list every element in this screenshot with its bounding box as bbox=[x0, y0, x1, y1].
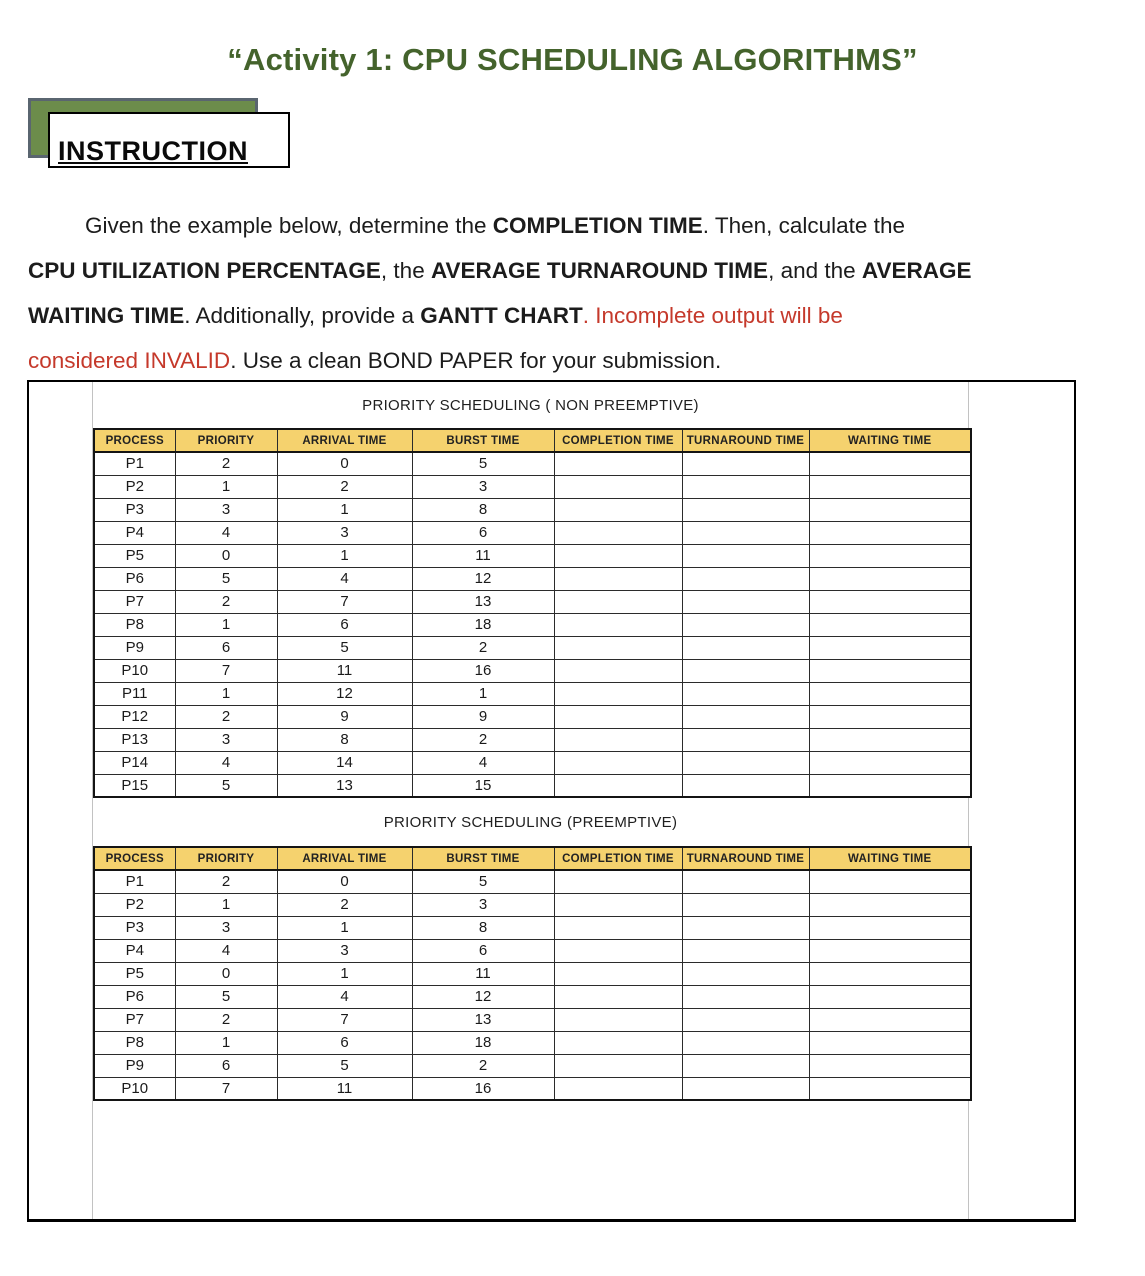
table-cell: P4 bbox=[94, 939, 175, 962]
table-cell bbox=[554, 521, 682, 544]
table-cell: 1 bbox=[277, 962, 412, 985]
table-cell: 11 bbox=[412, 544, 554, 567]
body-text: Given the example below, determine the bbox=[85, 213, 493, 238]
table-cell bbox=[809, 939, 971, 962]
paragraph-line bbox=[28, 203, 1128, 248]
table-cell: P7 bbox=[94, 590, 175, 613]
table-cell bbox=[682, 636, 809, 659]
table-cell bbox=[554, 1054, 682, 1077]
table-cell bbox=[809, 452, 971, 475]
table-cell bbox=[809, 728, 971, 751]
table-row bbox=[94, 1008, 971, 1031]
table-cell bbox=[809, 521, 971, 544]
table-cell: 2 bbox=[412, 1054, 554, 1077]
table-cell: P4 bbox=[94, 521, 175, 544]
table-cell: P5 bbox=[94, 544, 175, 567]
table-cell: 7 bbox=[277, 1008, 412, 1031]
table-cell: P2 bbox=[94, 475, 175, 498]
table-row bbox=[94, 682, 971, 705]
table-cell: P10 bbox=[94, 659, 175, 682]
table-cell: 0 bbox=[175, 544, 277, 567]
table-cell bbox=[682, 1077, 809, 1100]
table-row bbox=[94, 985, 971, 1008]
table-cell bbox=[682, 751, 809, 774]
column-header: TURNAROUND TIME bbox=[682, 847, 809, 870]
table-row bbox=[94, 939, 971, 962]
table-row bbox=[94, 544, 971, 567]
table-cell: 6 bbox=[412, 521, 554, 544]
table-cell: 13 bbox=[277, 774, 412, 797]
table-cell bbox=[682, 521, 809, 544]
table-cell bbox=[682, 498, 809, 521]
table-row bbox=[94, 452, 971, 475]
table-cell bbox=[554, 962, 682, 985]
table-row bbox=[94, 521, 971, 544]
column-header: PRIORITY bbox=[175, 429, 277, 452]
table-row bbox=[94, 916, 971, 939]
table-cell: 6 bbox=[277, 1031, 412, 1054]
table-cell: 6 bbox=[175, 1054, 277, 1077]
table-cell: P11 bbox=[94, 682, 175, 705]
paragraph-line bbox=[28, 248, 1128, 293]
table-cell bbox=[809, 774, 971, 797]
table-cell bbox=[554, 1008, 682, 1031]
body-text: . Additionally, provide a bbox=[184, 303, 421, 328]
table-cell bbox=[682, 475, 809, 498]
table-cell bbox=[682, 659, 809, 682]
table-cell bbox=[682, 939, 809, 962]
table-row bbox=[94, 728, 971, 751]
table-cell: 2 bbox=[412, 636, 554, 659]
table-cell bbox=[809, 985, 971, 1008]
table-cell bbox=[682, 1008, 809, 1031]
table-header-row bbox=[94, 429, 971, 452]
table-title-band bbox=[93, 382, 968, 428]
table-cell bbox=[554, 728, 682, 751]
body-text: . Then, calculate the bbox=[702, 213, 905, 238]
table-cell bbox=[554, 774, 682, 797]
column-header: TURNAROUND TIME bbox=[682, 429, 809, 452]
table-cell bbox=[809, 498, 971, 521]
table-cell bbox=[809, 1077, 971, 1100]
table-row bbox=[94, 1031, 971, 1054]
table-title-nonpreemptive: PRIORITY SCHEDULING ( NON PREEMPTIVE) bbox=[362, 396, 699, 414]
table-cell bbox=[554, 682, 682, 705]
table-cell: 12 bbox=[277, 682, 412, 705]
column-header: WAITING TIME bbox=[809, 847, 971, 870]
table-cell bbox=[809, 1031, 971, 1054]
table-cell: 18 bbox=[412, 613, 554, 636]
table-cell: 4 bbox=[277, 985, 412, 1008]
table-cell bbox=[682, 1031, 809, 1054]
table-cell: 2 bbox=[277, 475, 412, 498]
worksheet-frame bbox=[27, 380, 1076, 1222]
column-header: PROCESS bbox=[94, 429, 175, 452]
table-cell: 6 bbox=[277, 613, 412, 636]
table-cell bbox=[682, 870, 809, 893]
table-cell: 5 bbox=[412, 452, 554, 475]
table-row bbox=[94, 475, 971, 498]
table-row bbox=[94, 498, 971, 521]
emphasized-text: CPU UTILIZATION PERCENTAGE bbox=[28, 258, 381, 283]
table-cell: 3 bbox=[412, 475, 554, 498]
table-cell: 3 bbox=[175, 498, 277, 521]
table-row bbox=[94, 893, 971, 916]
table-cell bbox=[554, 659, 682, 682]
table-cell: P1 bbox=[94, 452, 175, 475]
table-cell: 5 bbox=[277, 636, 412, 659]
table-cell: 7 bbox=[277, 590, 412, 613]
table-cell: P6 bbox=[94, 567, 175, 590]
column-header: COMPLETION TIME bbox=[554, 847, 682, 870]
table-cell bbox=[554, 751, 682, 774]
table-cell bbox=[809, 705, 971, 728]
warning-text: considered INVALID bbox=[28, 348, 231, 373]
body-text: , and the bbox=[768, 258, 862, 283]
table-cell: 12 bbox=[412, 567, 554, 590]
table-cell bbox=[809, 590, 971, 613]
table-cell: P6 bbox=[94, 985, 175, 1008]
table-cell bbox=[682, 962, 809, 985]
table-row bbox=[94, 1077, 971, 1100]
emphasized-text: WAITING TIME bbox=[28, 303, 185, 328]
table-row bbox=[94, 774, 971, 797]
table-title-preemptive: PRIORITY SCHEDULING (PREEMPTIVE) bbox=[383, 813, 678, 831]
table-cell: P5 bbox=[94, 962, 175, 985]
table-row bbox=[94, 705, 971, 728]
table-row bbox=[94, 751, 971, 774]
table-cell: 12 bbox=[412, 985, 554, 1008]
table-cell bbox=[809, 475, 971, 498]
table-cell bbox=[809, 682, 971, 705]
table-cell: 2 bbox=[175, 590, 277, 613]
table-cell bbox=[554, 916, 682, 939]
table-cell bbox=[554, 590, 682, 613]
table-cell bbox=[554, 475, 682, 498]
table-cell bbox=[554, 498, 682, 521]
table-row bbox=[94, 636, 971, 659]
table-cell bbox=[554, 452, 682, 475]
table-cell: 15 bbox=[412, 774, 554, 797]
paragraph-line bbox=[28, 293, 1128, 338]
table-cell bbox=[682, 544, 809, 567]
table-cell bbox=[682, 728, 809, 751]
table-cell: 14 bbox=[277, 751, 412, 774]
table-cell: 0 bbox=[277, 452, 412, 475]
table-cell bbox=[554, 985, 682, 1008]
table-cell bbox=[809, 916, 971, 939]
table-cell: 8 bbox=[412, 916, 554, 939]
emphasized-text: AVERAGE TURNAROUND TIME bbox=[430, 258, 769, 283]
table-cell: 8 bbox=[412, 498, 554, 521]
table-cell: 11 bbox=[412, 962, 554, 985]
warning-text: . Incomplete output will be bbox=[582, 303, 843, 328]
table-cell: 3 bbox=[277, 521, 412, 544]
table-cell: 11 bbox=[277, 659, 412, 682]
table-cell: 4 bbox=[175, 521, 277, 544]
table-cell: P8 bbox=[94, 1031, 175, 1054]
emphasized-text: GANTT CHART bbox=[420, 303, 583, 328]
table-cell: P8 bbox=[94, 613, 175, 636]
table-header-row bbox=[94, 429, 971, 452]
table-cell: 3 bbox=[412, 893, 554, 916]
table-row bbox=[94, 613, 971, 636]
table-cell: 5 bbox=[175, 985, 277, 1008]
table-cell: 1 bbox=[277, 544, 412, 567]
table-cell: P15 bbox=[94, 774, 175, 797]
table-cell bbox=[554, 544, 682, 567]
table-cell: 3 bbox=[277, 939, 412, 962]
table-cell bbox=[682, 682, 809, 705]
table-cell: P12 bbox=[94, 705, 175, 728]
table-cell: 1 bbox=[175, 475, 277, 498]
table-cell bbox=[809, 870, 971, 893]
table-cell bbox=[682, 985, 809, 1008]
table-cell: 2 bbox=[175, 1008, 277, 1031]
table-cell: 11 bbox=[277, 1077, 412, 1100]
table-cell bbox=[682, 1054, 809, 1077]
table-cell bbox=[554, 567, 682, 590]
table-cell bbox=[682, 567, 809, 590]
preemptive-table bbox=[93, 846, 972, 1101]
table-cell bbox=[682, 774, 809, 797]
table-cell: 2 bbox=[412, 728, 554, 751]
table-cell: 4 bbox=[412, 751, 554, 774]
table-cell: 1 bbox=[175, 1031, 277, 1054]
table-cell: 1 bbox=[175, 682, 277, 705]
table-cell: 2 bbox=[175, 870, 277, 893]
instruction-box bbox=[48, 112, 290, 168]
table-cell bbox=[682, 613, 809, 636]
column-header: ARRIVAL TIME bbox=[277, 847, 412, 870]
column-header: BURST TIME bbox=[412, 429, 554, 452]
table-header-row bbox=[94, 847, 971, 870]
table-cell bbox=[554, 1077, 682, 1100]
table-cell bbox=[809, 544, 971, 567]
table-cell: 1 bbox=[412, 682, 554, 705]
table-cell bbox=[554, 613, 682, 636]
table-cell bbox=[809, 659, 971, 682]
table-cell: 2 bbox=[277, 893, 412, 916]
table-cell: P7 bbox=[94, 1008, 175, 1031]
table-row bbox=[94, 567, 971, 590]
table-cell: 16 bbox=[412, 1077, 554, 1100]
table-cell: 3 bbox=[175, 916, 277, 939]
table-cell bbox=[554, 870, 682, 893]
body-text: . Use a clean BOND PAPER for your submission. bbox=[230, 348, 722, 373]
table-cell: 5 bbox=[175, 567, 277, 590]
table-row bbox=[94, 870, 971, 893]
table-cell: P1 bbox=[94, 870, 175, 893]
table-cell: 1 bbox=[277, 916, 412, 939]
table-cell bbox=[554, 1031, 682, 1054]
table-cell bbox=[554, 893, 682, 916]
emphasized-text: COMPLETION TIME bbox=[492, 213, 703, 238]
table-cell bbox=[682, 452, 809, 475]
instruction-label: INSTRUCTION bbox=[58, 136, 248, 166]
table-cell: 13 bbox=[412, 590, 554, 613]
table-cell bbox=[809, 893, 971, 916]
column-header: WAITING TIME bbox=[809, 429, 971, 452]
table-cell bbox=[682, 893, 809, 916]
table-cell bbox=[554, 705, 682, 728]
body-text: , the bbox=[380, 258, 431, 283]
table-cell bbox=[809, 613, 971, 636]
column-header: PROCESS bbox=[94, 847, 175, 870]
paragraph-line bbox=[28, 338, 1128, 383]
table-cell: 1 bbox=[277, 498, 412, 521]
table-cell: 7 bbox=[175, 1077, 277, 1100]
page-title: “Activity 1: CPU SCHEDULING ALGORITHMS” bbox=[227, 42, 918, 77]
table-cell bbox=[554, 939, 682, 962]
table-header-row bbox=[94, 847, 971, 870]
table-cell bbox=[682, 705, 809, 728]
table-cell bbox=[809, 751, 971, 774]
table-cell: 16 bbox=[412, 659, 554, 682]
table-cell: 0 bbox=[277, 870, 412, 893]
table-cell: 6 bbox=[412, 939, 554, 962]
table-cell: P3 bbox=[94, 916, 175, 939]
table-title-band bbox=[93, 798, 968, 846]
table-cell: P2 bbox=[94, 893, 175, 916]
table-cell: 4 bbox=[175, 751, 277, 774]
column-header: ARRIVAL TIME bbox=[277, 429, 412, 452]
table-row bbox=[94, 962, 971, 985]
table-cell: 7 bbox=[175, 659, 277, 682]
table-cell: 2 bbox=[175, 452, 277, 475]
table-cell: 4 bbox=[175, 939, 277, 962]
table-cell: P14 bbox=[94, 751, 175, 774]
table-cell: P10 bbox=[94, 1077, 175, 1100]
table-cell: 0 bbox=[175, 962, 277, 985]
column-header: BURST TIME bbox=[412, 847, 554, 870]
table-cell bbox=[682, 590, 809, 613]
table-cell: P9 bbox=[94, 636, 175, 659]
table-cell bbox=[809, 1054, 971, 1077]
table-cell: 9 bbox=[277, 705, 412, 728]
worksheet-sheet bbox=[92, 382, 969, 1219]
table-cell: 18 bbox=[412, 1031, 554, 1054]
table-cell: 13 bbox=[412, 1008, 554, 1031]
table-cell: 2 bbox=[175, 705, 277, 728]
table-cell: 5 bbox=[277, 1054, 412, 1077]
table-cell: 8 bbox=[277, 728, 412, 751]
table-cell bbox=[809, 636, 971, 659]
table-cell: 5 bbox=[175, 774, 277, 797]
table-row bbox=[94, 1054, 971, 1077]
instruction-paragraph bbox=[28, 203, 1128, 383]
table-cell: 9 bbox=[412, 705, 554, 728]
table-cell: P13 bbox=[94, 728, 175, 751]
table-cell bbox=[809, 962, 971, 985]
table-cell bbox=[809, 567, 971, 590]
table-cell: 6 bbox=[175, 636, 277, 659]
table-cell: 5 bbox=[412, 870, 554, 893]
table-cell bbox=[554, 636, 682, 659]
table-cell: 1 bbox=[175, 613, 277, 636]
table-cell: P3 bbox=[94, 498, 175, 521]
table-cell: 4 bbox=[277, 567, 412, 590]
table-cell bbox=[809, 1008, 971, 1031]
table-row bbox=[94, 659, 971, 682]
emphasized-text: AVERAGE bbox=[861, 258, 972, 283]
table-cell: P9 bbox=[94, 1054, 175, 1077]
table-row bbox=[94, 590, 971, 613]
table-cell: 3 bbox=[175, 728, 277, 751]
table-cell: 1 bbox=[175, 893, 277, 916]
column-header: PRIORITY bbox=[175, 847, 277, 870]
column-header: COMPLETION TIME bbox=[554, 429, 682, 452]
nonpreemptive-table bbox=[93, 428, 972, 798]
table-cell bbox=[682, 916, 809, 939]
